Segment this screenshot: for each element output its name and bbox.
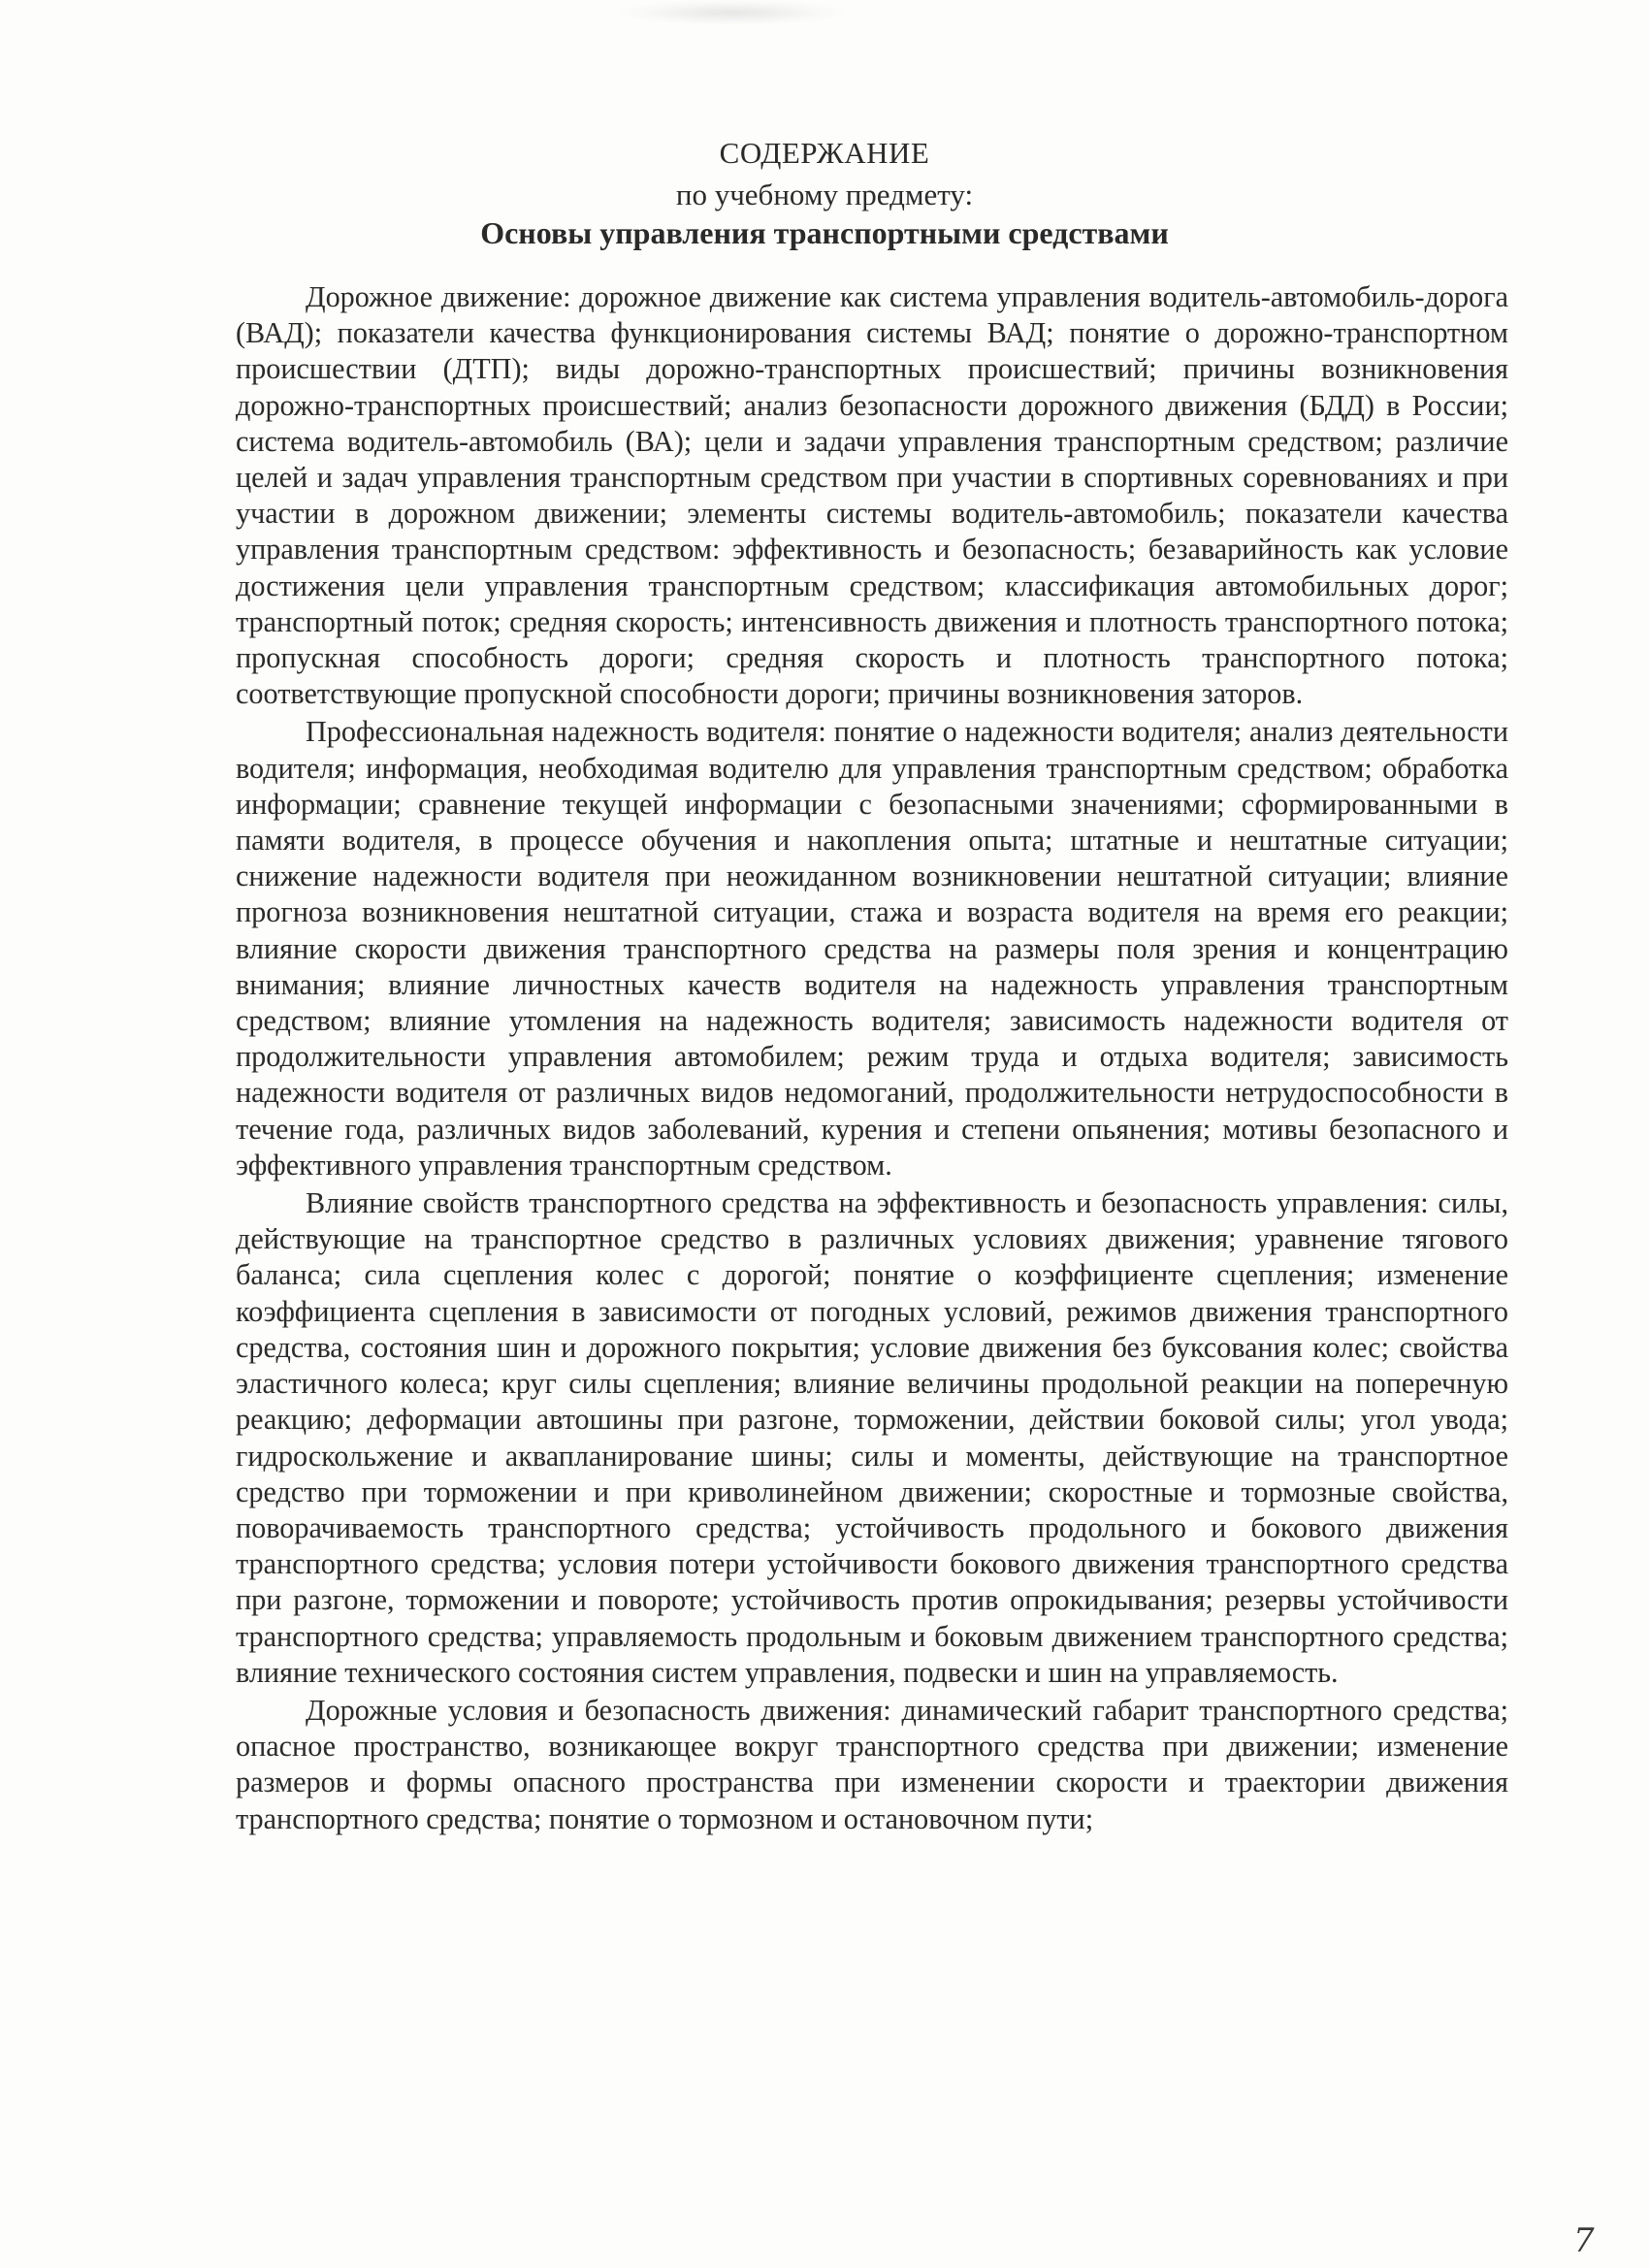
scan-artifact: [621, 0, 844, 25]
paragraph-vehicle-properties: Влияние свойств транспортного средства на эффективность и безопасность управления: силы, действующие на транспортное средство в различных условиях движения; уравнение тягового баланса; сила сцепления колес с дорогой; понятие о коэффициенте сцепления; изменение коэффициента сцепления в зависимости от погодных условий, режимов движения транспортного средства, состояния шин и дорожного покрытия; условие движения без буксования колес; свойства эластичного колеса; круг силы сцепления; влияние величины продольной реакции на поперечную реакцию; деформации автошины при разгоне, торможении, действии боковой силы; угол увода; гидроскольжение и аквапланирование шины; силы и моменты, действующие на транспортное средство при торможении и при криволинейном движении; скоростные и тормозные свойства, поворачиваемость транспортного средства; устойчивость продольного и бокового движения транспортного средства; условия потери устойчивости бокового движения транспортного средства при разгоне, торможении и повороте; устойчивость против опрокидывания; резервы устойчивости транспортного средства; управляемость продольным и боковым движением транспортного средства; влияние технического состояния систем управления, подвески и шин на управляемость.: [236, 1186, 1508, 1689]
paragraph-road-conditions: Дорожные условия и безопасность движения: динамический габарит транспортного средства; опасное пространство, возникающее вокруг транспортного средства при движении; изменение размеров и формы опасного пространства при изменении скорости и траектории движения транспортного средства; понятие о тормозном и остановочном пути;: [236, 1693, 1508, 1835]
handwritten-page-number: 7: [1573, 2221, 1595, 2260]
paragraph-driver-reliability: Профессиональная надежность водителя: понятие о надежности водителя; анализ деятельности водителя; информация, необходимая водителю для управления транспортным средством; обработка информации; сравнение текущей информации с безопасными значениями; сформированными в памяти водителя, в процессе обучения и накопления опыта; штатные и нештатные ситуации; снижение надежности водителя при неожиданном возникновении нештатной ситуации; влияние прогноза возникновения нештатной ситуации, стажа и возраста водителя на время его реакции; влияние скорости движения транспортного средства на размеры поля зрения и концентрацию внимания; влияние личностных качеств водителя на надежность управления транспортным средством; влияние утомления на надежность водителя; зависимость надежности водителя от продолжительности управления автомобилем; режим труда и отдыха водителя; зависимость надежности водителя от различных видов недомоганий, продолжительности нетрудоспособности в течение года, различных видов заболеваний, курения и степени опьянения; мотивы безопасного и эффективного управления транспортным средством.: [236, 715, 1508, 1182]
subject-title: Основы управления транспортными средствами: [480, 215, 1169, 250]
paragraph-road-traffic: Дорожное движение: дорожное движение как система управления водитель-автомобиль-дорога (ВАД); показатели качества функционирования системы ВАД; понятие о дорожно-транспортном происшествии (ДТП); виды дорожно-транспортных происшествий; причины возникновения дорожно-транспортных происшествий; анализ безопасности дорожного движения (БДД) в России; система водитель-автомобиль (ВА); цели и задачи управления транспортным средством; различие целей и задач управления транспортным средством при участии в спортивных соревнованиях и при участии в дорожном движении; элементы системы водитель-автомобиль; показатели качества управления транспортным средством: эффективность и безопасность; безаварийность как условие достижения цели управления транспортным средством; классификация автомобильных дорог; транспортный поток; средняя скорость; интенсивность движения и плотность транспортного потока; пропускная способность дороги; средняя скорость и плотность транспортного потока; соответствующие пропускной способности дороги; причины возникновения заторов.: [236, 280, 1508, 711]
document-body: [236, 279, 1508, 1839]
document-title: СОДЕРЖАНИЕ: [719, 136, 930, 170]
document-subtitle: по учебному предмету:: [675, 178, 974, 211]
